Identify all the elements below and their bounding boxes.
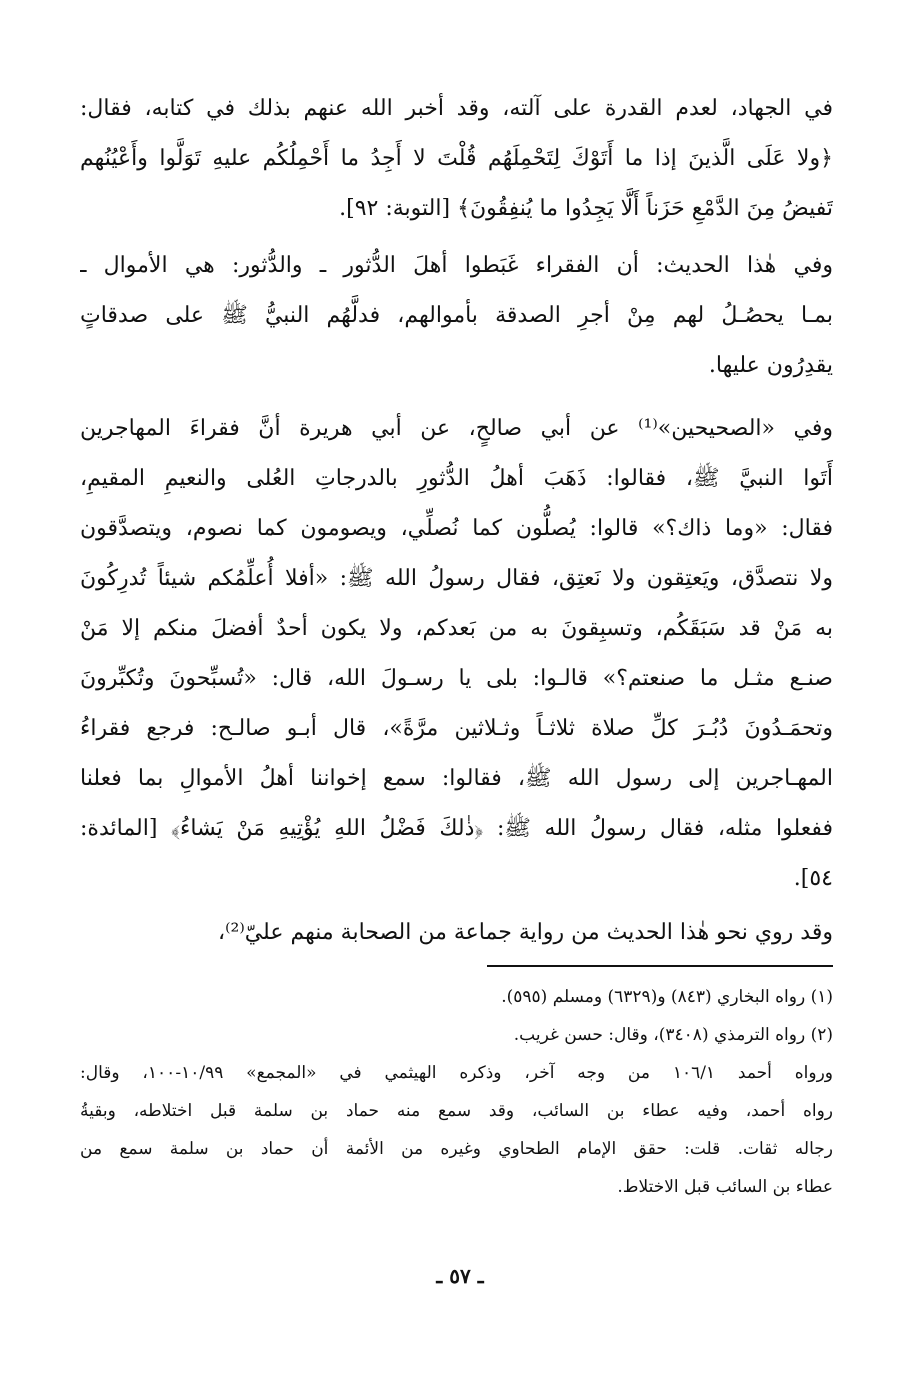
paragraph-2: [80, 241, 833, 391]
paragraph-3: [80, 404, 833, 904]
text-line: في الجهاد، لعدم القدرة على آلته، وقد أخبر الله عنهم بذلك في كتابه، فقال:: [80, 96, 833, 121]
text-line: وقد روي نحو هٰذا الحديث من رواية جماعة من الصحابة منهم عليّ⁽²⁾،: [217, 920, 833, 945]
text-line: بمـا يحصُـلُ لهم مِنْ أجرِ الصدقة بأموالهم، فدلَّهُم النبيُّ ﷺ على صدقاتٍ: [80, 303, 833, 328]
footnote-separator: [487, 965, 833, 967]
footnote-2-continuation: رجاله ثقات. قلت: حقق الإمام الطحاوي وغيره من الأئمة أن حماد بن سلمة سمع من: [80, 1139, 833, 1159]
text-line: يقدِرُون عليها.: [708, 353, 833, 378]
text-line: تَفيضُ مِنَ الدَّمْعِ حَزَناً أَلَّا يَجِدُوا ما يُنفِقُونَ﴾ [التوبة: ٩٢].: [339, 196, 833, 221]
text-line: وفي «الصحيحين»⁽¹⁾ عن أبي صالحٍ، عن أبي هريرة أنَّ فقراءَ المهاجرين: [80, 416, 833, 441]
page-number: ـ ٥٧ ـ: [436, 1264, 484, 1288]
text-line: وتحمَـدُونَ دُبُـرَ كلِّ صلاة ثلاثـاً وثـلاثين مرَّةً»، قال أبـو صالـح: فرجع فقراءُ: [80, 716, 833, 741]
text-line: ولا نتصدَّق، ويَعتِقون ولا نَعتِق، فقال رسولُ الله ﷺ: «أفلا أُعلِّمُكم شيئاً تُدرِكُونَ: [80, 566, 833, 591]
text-line: ٥٤].: [793, 866, 833, 891]
footnote-2-continuation: ورواه أحمد ١٠٦/١ من وجه آخر، وذكره الهيثمي في «المجمع» ١٠/٩٩-١٠٠، وقال:: [80, 1063, 833, 1083]
footnote-2: (٢) رواه الترمذي (٣٤٠٨)، وقال: حسن غريب.: [513, 1025, 833, 1045]
footnotes: [80, 978, 833, 1206]
text-line: أَتَوا النبيَّ ﷺ، فقالوا: ذَهَبَ أهلُ الدُّثورِ بالدرجاتِ العُلى والنعيمِ المقيمِ،: [80, 466, 833, 491]
footnote-2-continuation: عطاء بن السائب قبل الاختلاط.: [617, 1177, 833, 1197]
text-line: المهـاجرين إلى رسول الله ﷺ، فقالوا: سمع إخواننا أهلُ الأموالِ بما فعلنا: [80, 766, 833, 791]
text-line: فقال: «وما ذاك؟» قالوا: يُصلُّون كما نُصلِّي، ويصومون كما نصوم، ويتصدَّقون: [80, 516, 833, 541]
text-line: ففعلوا مثله، فقال رسولُ الله ﷺ: ﴿ذٰلكَ فَضْلُ اللهِ يُؤْتِيهِ مَنْ يَشاءُ﴾ [المائدة:: [80, 816, 833, 841]
paragraph-4: [80, 908, 833, 958]
footnote-2-continuation: رواه أحمد، وفيه عطاء بن السائب، وقد سمع منه حماد بن سلمة قبل اختلاطه، وبقيةُ: [80, 1101, 833, 1121]
paragraph-1: [80, 84, 833, 234]
text-line: ﴿ولا عَلَى الَّذينَ إذا ما أَتَوْكَ لِتَحْمِلَهُم قُلْتَ لا أَجِدُ ما أَحْمِلُكُم عليهِ تَوَلَّوا وأَعْيُنُهم: [80, 146, 833, 171]
footnote-1: (١) رواه البخاري (٨٤٣) و(٦٣٢٩) ومسلم (٥٩٥).: [501, 987, 833, 1007]
text-line: وفي هٰذا الحديث: أن الفقراء غَبَطوا أهلَ الدُّثور ـ والدُّثور: هي الأموال ـ: [80, 253, 833, 278]
text-line: صنـع مثـل ما صنعتم؟» قالـوا: بلى يا رسـولَ الله، قال: «تُسبِّحونَ وتُكبِّرونَ: [80, 666, 833, 691]
text-line: به مَنْ قد سَبَقَكُم، وتسبِقونَ به من بَعدكم، ولا يكون أحدٌ أفضلَ منكم إلا مَنْ: [80, 616, 833, 641]
